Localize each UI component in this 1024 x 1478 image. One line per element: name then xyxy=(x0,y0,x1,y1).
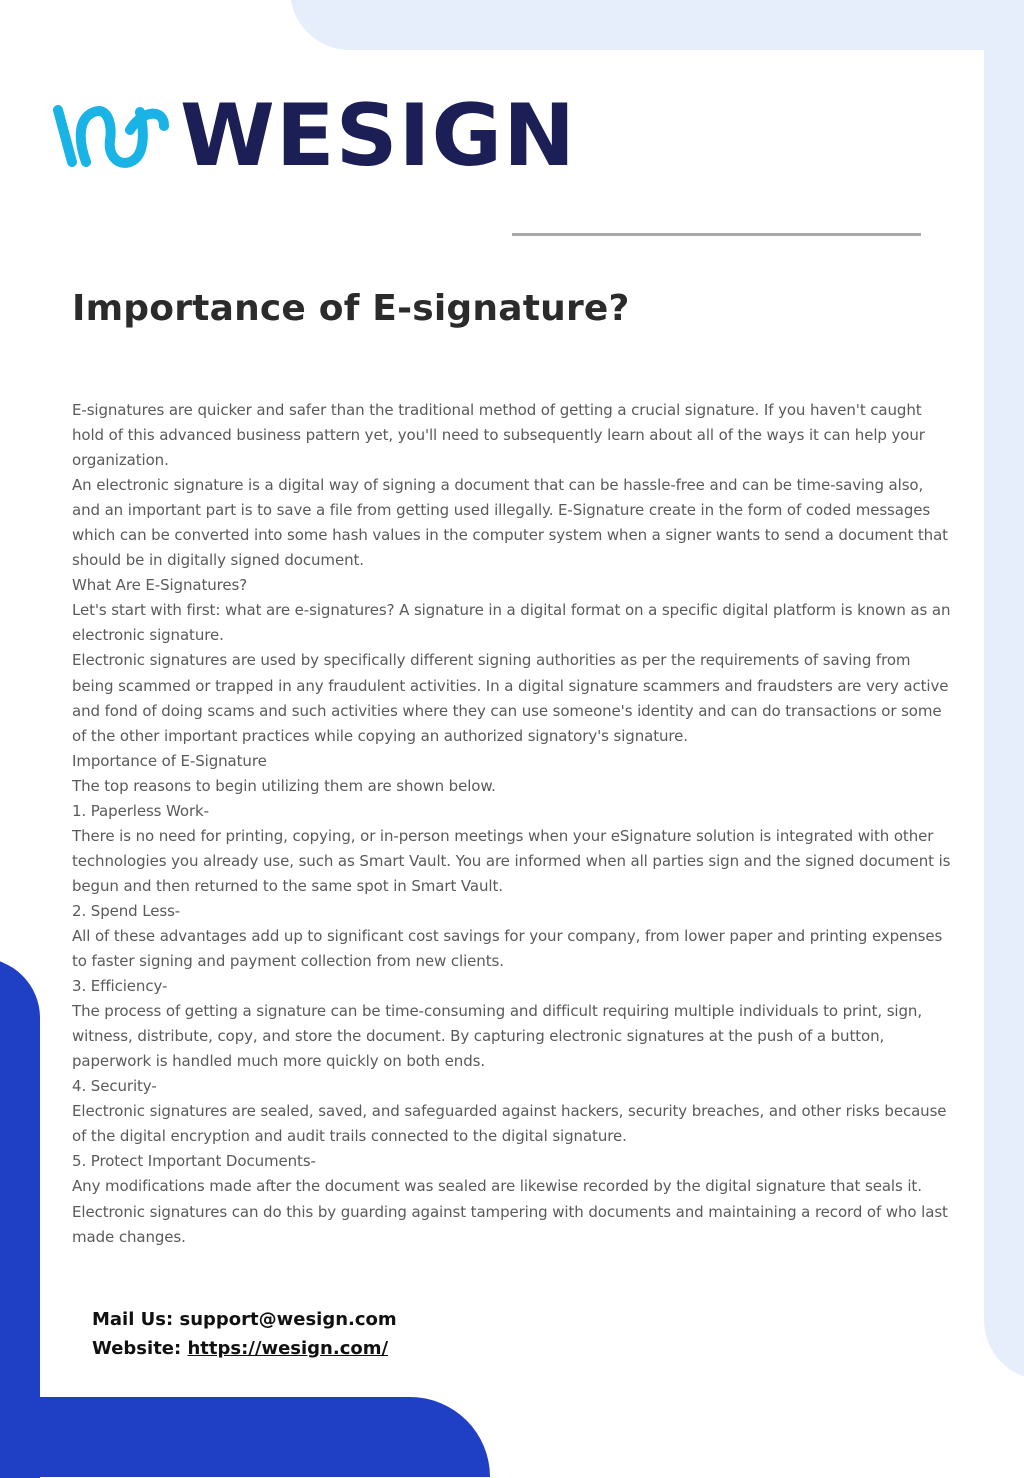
list-heading: 1. Paperless Work- xyxy=(72,801,209,820)
contact-website xyxy=(92,1334,397,1363)
list-heading: 4. Security- xyxy=(72,1077,157,1096)
contact-mail xyxy=(92,1305,397,1334)
wave-s-icon xyxy=(52,100,170,172)
header-divider xyxy=(512,233,921,236)
brand-wordmark: WESIGN xyxy=(180,86,577,186)
decor-right-strip xyxy=(984,0,1024,1380)
paragraph: Any modifications made after the document was sealed are likewise recorded by the digital signature that seals it. Electronic signatures can do this by guarding against tampering with documents and maintaining a record of who last made changes. xyxy=(72,1177,948,1246)
mail-value: support@wesign.com xyxy=(179,1309,397,1330)
section-heading: What Are E-Signatures? xyxy=(72,576,248,595)
list-heading: 2. Spend Less- xyxy=(72,901,181,920)
paragraph: All of these advantages add up to significant cost savings for your company, from lower paper and printing expenses to faster signing and payment collection from new clients. xyxy=(72,926,943,971)
paragraph: The top reasons to begin utilizing them are shown below. xyxy=(72,776,496,795)
section-heading: Importance of E-Signature xyxy=(72,751,267,770)
decor-top-right-shape xyxy=(290,0,1024,50)
paragraph: An electronic signature is a digital way of signing a document that can be hassle-free and can be time-saving also, and an important part is to save a file from getting used illegally. E-Signature create in the form of coded messages which can be converted into some hash values in the computer system when a signer wants to send a document that should be in digitally signed document. xyxy=(72,476,948,570)
article-body xyxy=(72,398,952,1250)
website-label: Website: xyxy=(92,1338,182,1359)
paragraph: E-signatures are quicker and safer than the traditional method of getting a crucial signature. If you haven't caught hold of this advanced business pattern yet, you'll need to subsequently learn about all of the ways it can help your organization. xyxy=(72,401,925,470)
brand-logo xyxy=(52,86,577,186)
mail-label: Mail Us: xyxy=(92,1309,174,1330)
website-link[interactable]: https://wesign.com/ xyxy=(187,1338,389,1359)
contact-block xyxy=(92,1305,397,1363)
paragraph: There is no need for printing, copying, or in-person meetings when your eSignature solution is integrated with other technologies you already use, such as Smart Vault. You are informed when all parties sign and the signed document is begun and then returned to the same spot in Smart Vault. xyxy=(72,826,951,895)
paragraph: The process of getting a signature can be time-consuming and difficult requiring multiple individuals to print, sign, witness, distribute, copy, and store the document. By capturing electronic signatures at the push of a button, paperwork is handled much more quickly on both ends. xyxy=(72,1002,922,1071)
list-heading: 3. Efficiency- xyxy=(72,977,168,996)
list-heading: 5. Protect Important Documents- xyxy=(72,1152,316,1171)
paragraph: Let's start with first: what are e-signatures? A signature in a digital format on a specific digital platform is known as an electronic signature. xyxy=(72,601,951,645)
decor-bottom-blue-shape xyxy=(0,1397,490,1477)
paragraph: Electronic signatures are used by specifically different signing authorities as per the requirements of saving from being scammed or trapped in any fraudulent activities. In a digital signature scammers and fraudsters are very active and fond of doing scams and such activities where they can use someone's identity and can do transactions or some of the other important practices while copying an authorized signatory's signature. xyxy=(72,651,949,745)
paragraph: Electronic signatures are sealed, saved, and safeguarded against hackers, security breaches, and other risks because of the digital encryption and audit trails connected to the digital signature. xyxy=(72,1102,947,1146)
page-title: Importance of E-signature? xyxy=(72,288,630,329)
